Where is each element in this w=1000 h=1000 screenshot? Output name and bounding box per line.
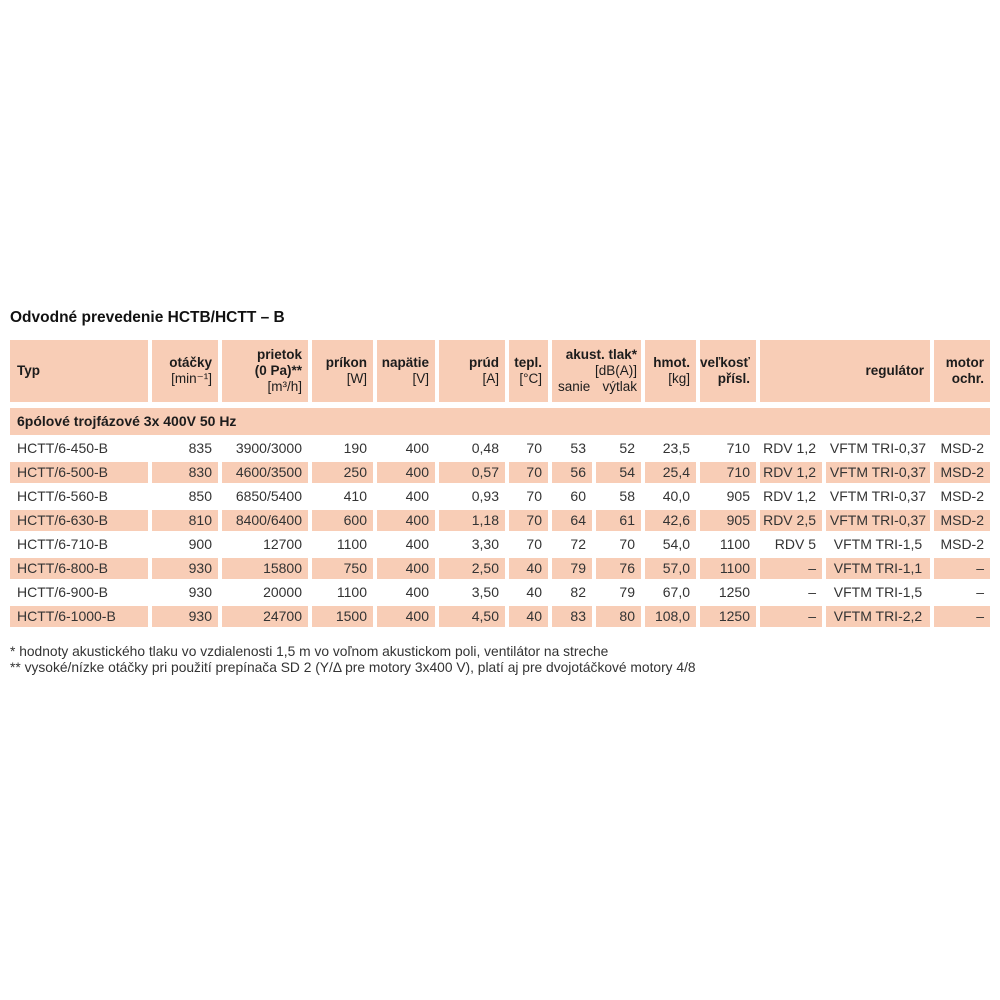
col-label: napätie bbox=[381, 355, 429, 370]
cell-vytlak: 80 bbox=[596, 606, 641, 627]
col-unit: [m³/h] bbox=[267, 379, 302, 394]
cell-napatie: 400 bbox=[377, 558, 435, 579]
cell-motor: MSD-2 bbox=[934, 510, 990, 531]
section-header: 6pólové trojfázové 3x 400V 50 Hz bbox=[10, 408, 990, 435]
cell-otacky: 810 bbox=[152, 510, 218, 531]
footnote-2: ** vysoké/nízke otáčky pri použití prepínača SD 2 (Y/Δ pre motory 3x400 V), platí aj pre dvojotáčkové motory 4/8 bbox=[10, 660, 696, 675]
col-unit: [dB(A)] bbox=[594, 363, 637, 378]
cell-vftm: VFTM TRI-0,37 bbox=[829, 488, 927, 504]
cell-vytlak: 76 bbox=[596, 558, 641, 579]
col-unit: [V] bbox=[412, 371, 429, 386]
cell-rdv: RDV 1,2 bbox=[760, 462, 822, 483]
subcol-sanie: sanie bbox=[558, 379, 591, 394]
cell-rdv: RDV 2,5 bbox=[760, 510, 822, 531]
cell-napatie: 400 bbox=[405, 488, 429, 504]
cell-otacky: 835 bbox=[188, 440, 212, 456]
cell-prietok: 15800 bbox=[222, 558, 308, 579]
cell-otacky: 930 bbox=[188, 584, 212, 600]
col-header-tepl bbox=[509, 340, 548, 402]
cell-rdv: – bbox=[760, 606, 822, 627]
cell-hmot: 42,6 bbox=[645, 510, 696, 531]
cell-vftm: VFTM TRI-2,2 bbox=[826, 606, 930, 627]
cell-hmot: 57,0 bbox=[645, 558, 696, 579]
cell-sanie: 56 bbox=[552, 462, 592, 483]
cell-napatie: 400 bbox=[377, 462, 435, 483]
cell-tepl: 70 bbox=[526, 536, 542, 552]
cell-prikon: 750 bbox=[312, 558, 373, 579]
cell-hmot: 54,0 bbox=[662, 536, 690, 552]
cell-tepl: 40 bbox=[509, 558, 548, 579]
subcol-vytlak: výtlak bbox=[602, 379, 637, 394]
cell-prietok: 12700 bbox=[263, 536, 302, 552]
cell-napatie: 400 bbox=[405, 440, 429, 456]
col-header-prikon bbox=[312, 340, 373, 402]
cell-prietok: 6850/5400 bbox=[235, 488, 302, 504]
row-type-cell: HCTT/6-630-B bbox=[10, 510, 148, 531]
col-label: regulátor bbox=[865, 363, 924, 378]
cell-hmot: 67,0 bbox=[662, 584, 690, 600]
cell-rdv: RDV 1,2 bbox=[763, 440, 816, 456]
col-unit: [°C] bbox=[519, 371, 542, 386]
cell-velkost: 905 bbox=[700, 510, 756, 531]
col-unit: [A] bbox=[482, 371, 499, 386]
cell-vftm: VFTM TRI-1,5 bbox=[833, 584, 923, 600]
cell-motor: – bbox=[934, 558, 990, 579]
cell-prietok: 4600/3500 bbox=[222, 462, 308, 483]
col-label: motor bbox=[945, 355, 984, 370]
cell-vytlak: 54 bbox=[596, 462, 641, 483]
col-label: hmot. bbox=[653, 355, 690, 370]
cell-prud: 3,30 bbox=[471, 536, 499, 552]
cell-motor: MSD-2 bbox=[940, 488, 984, 504]
cell-napatie: 400 bbox=[377, 606, 435, 627]
cell-sanie: 72 bbox=[570, 536, 586, 552]
cell-prikon: 1100 bbox=[336, 536, 367, 552]
col-label-2: ochr. bbox=[951, 371, 984, 386]
cell-velkost: 710 bbox=[700, 462, 756, 483]
cell-rdv: RDV 5 bbox=[774, 536, 816, 552]
row-type-cell: HCTT/6-800-B bbox=[10, 558, 148, 579]
col-header-otacky bbox=[152, 340, 218, 402]
cell-prikon: 1500 bbox=[312, 606, 373, 627]
cell-velkost: 1100 bbox=[719, 536, 750, 552]
cell-tepl: 70 bbox=[509, 510, 548, 531]
cell-hmot: 40,0 bbox=[662, 488, 690, 504]
cell-rdv: – bbox=[760, 558, 822, 579]
cell-prietok: 3900/3000 bbox=[235, 440, 302, 456]
cell-hmot: 108,0 bbox=[645, 606, 696, 627]
col-label: Typ bbox=[17, 363, 40, 378]
cell-motor: – bbox=[976, 584, 984, 600]
col-unit: [W] bbox=[346, 371, 367, 386]
col-header-prud bbox=[439, 340, 505, 402]
cell-prud: 3,50 bbox=[471, 584, 499, 600]
cell-prud: 4,50 bbox=[439, 606, 505, 627]
col-header-akust-tlak bbox=[552, 340, 641, 402]
col-label-2: přísl. bbox=[717, 371, 750, 386]
col-label: prietok bbox=[256, 347, 302, 362]
cell-sanie: 53 bbox=[570, 440, 586, 456]
cell-prikon: 190 bbox=[343, 440, 367, 456]
cell-velkost: 1100 bbox=[700, 558, 756, 579]
col-label: prúd bbox=[469, 355, 499, 370]
cell-tepl: 40 bbox=[509, 606, 548, 627]
cell-prud: 0,57 bbox=[439, 462, 505, 483]
col-label-2: (0 Pa)** bbox=[254, 363, 302, 378]
cell-vftm: VFTM TRI-0,37 bbox=[826, 462, 930, 483]
cell-sanie: 60 bbox=[570, 488, 586, 504]
cell-vytlak: 58 bbox=[619, 488, 635, 504]
cell-prud: 0,93 bbox=[471, 488, 499, 504]
cell-prud: 0,48 bbox=[471, 440, 499, 456]
cell-vftm: VFTM TRI-1,1 bbox=[826, 558, 930, 579]
cell-otacky: 830 bbox=[152, 462, 218, 483]
cell-velkost: 905 bbox=[726, 488, 750, 504]
col-header-regulator bbox=[760, 340, 930, 402]
col-label: tepl. bbox=[514, 355, 542, 370]
cell-prikon: 250 bbox=[312, 462, 373, 483]
col-header-motor-ochr bbox=[934, 340, 990, 402]
cell-tepl: 70 bbox=[526, 488, 542, 504]
cell-motor: – bbox=[934, 606, 990, 627]
cell-prikon: 1100 bbox=[336, 584, 367, 600]
cell-napatie: 400 bbox=[405, 584, 429, 600]
cell-motor: MSD-2 bbox=[940, 536, 984, 552]
cell-motor: MSD-2 bbox=[940, 440, 984, 456]
cell-vytlak: 70 bbox=[619, 536, 635, 552]
cell-prikon: 410 bbox=[343, 488, 367, 504]
cell-motor: MSD-2 bbox=[934, 462, 990, 483]
row-type-cell: HCTT/6-500-B bbox=[10, 462, 148, 483]
row-type-cell: HCTT/6-710-B bbox=[17, 536, 109, 552]
cell-sanie: 82 bbox=[570, 584, 586, 600]
cell-tepl: 40 bbox=[526, 584, 542, 600]
cell-napatie: 400 bbox=[377, 510, 435, 531]
cell-prietok: 24700 bbox=[222, 606, 308, 627]
table-block bbox=[10, 308, 990, 676]
col-label: otáčky bbox=[169, 355, 212, 370]
row-type-cell: HCTT/6-1000-B bbox=[10, 606, 148, 627]
cell-sanie: 79 bbox=[552, 558, 592, 579]
cell-hmot: 23,5 bbox=[662, 440, 690, 456]
col-header-hmot bbox=[645, 340, 696, 402]
cell-otacky: 900 bbox=[188, 536, 212, 552]
cell-tepl: 70 bbox=[509, 462, 548, 483]
cell-vytlak: 79 bbox=[619, 584, 635, 600]
cell-rdv: – bbox=[808, 584, 816, 600]
cell-prud: 2,50 bbox=[439, 558, 505, 579]
col-label: akust. tlak* bbox=[565, 347, 637, 362]
cell-vytlak: 61 bbox=[596, 510, 641, 531]
col-label: veľkosť bbox=[700, 355, 750, 370]
cell-vftm: VFTM TRI-1,5 bbox=[833, 536, 923, 552]
spec-table bbox=[10, 340, 990, 627]
cell-vftm: VFTM TRI-0,37 bbox=[829, 440, 927, 456]
page-title: Odvodné prevedenie HCTB/HCTT – B bbox=[10, 309, 285, 326]
cell-vytlak: 52 bbox=[619, 440, 635, 456]
cell-prud: 1,18 bbox=[439, 510, 505, 531]
col-header-prietok bbox=[222, 340, 308, 402]
col-header-velkost bbox=[700, 340, 756, 402]
col-unit: [min⁻¹] bbox=[171, 371, 212, 386]
col-unit: [kg] bbox=[668, 371, 690, 386]
cell-vftm: VFTM TRI-0,37 bbox=[826, 510, 930, 531]
cell-hmot: 25,4 bbox=[645, 462, 696, 483]
cell-prikon: 600 bbox=[312, 510, 373, 531]
cell-tepl: 70 bbox=[526, 440, 542, 456]
cell-sanie: 83 bbox=[552, 606, 592, 627]
cell-otacky: 930 bbox=[152, 558, 218, 579]
footnote-1: * hodnoty akustického tlaku vo vzdialenosti 1,5 m vo voľnom akustickom poli, ventilátor na streche bbox=[10, 644, 609, 659]
col-header-typ bbox=[10, 340, 148, 402]
row-type-cell: HCTT/6-560-B bbox=[17, 488, 109, 504]
cell-rdv: RDV 1,2 bbox=[763, 488, 816, 504]
footnotes bbox=[10, 644, 990, 675]
cell-velkost: 710 bbox=[726, 440, 750, 456]
akust-subcolumns bbox=[552, 379, 637, 395]
row-type-cell: HCTT/6-450-B bbox=[17, 440, 109, 456]
cell-napatie: 400 bbox=[405, 536, 429, 552]
col-label: príkon bbox=[325, 355, 367, 370]
cell-sanie: 64 bbox=[552, 510, 592, 531]
cell-prietok: 8400/6400 bbox=[222, 510, 308, 531]
cell-prietok: 20000 bbox=[263, 584, 302, 600]
cell-otacky: 850 bbox=[188, 488, 212, 504]
cell-otacky: 930 bbox=[152, 606, 218, 627]
cell-velkost: 1250 bbox=[718, 584, 750, 600]
row-type-cell: HCTT/6-900-B bbox=[17, 584, 109, 600]
cell-velkost: 1250 bbox=[700, 606, 756, 627]
col-header-napatie bbox=[377, 340, 435, 402]
